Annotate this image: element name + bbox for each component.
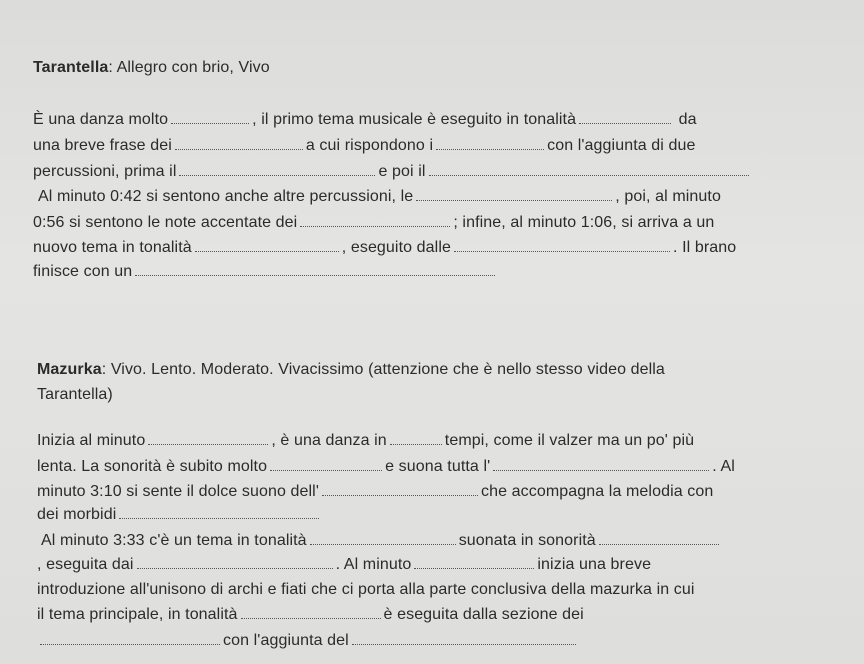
text-line [33,162,752,182]
text-fragment: e suona tutta l' [385,458,491,475]
fill-blank[interactable] [416,188,612,201]
fill-blank[interactable] [40,632,220,645]
text-line [37,505,322,525]
text-fragment: , è una danza in [271,432,387,449]
text-fragment: 0:56 si sentono le note accentate dei [33,214,298,231]
text-line [41,531,722,551]
title-tarantella-bold: Tarantella [33,59,109,76]
text-fragment: introduzione all'unisono di archi e fiati che ci porta alla parte conclusiva della mazurka in cui [37,581,695,598]
fill-blank[interactable] [175,137,303,150]
fill-blank[interactable] [322,483,478,496]
text-line [37,605,584,625]
fill-blank[interactable] [390,432,442,445]
text-fragment: dei morbidi [37,506,117,523]
fill-blank[interactable] [352,632,576,645]
text-line [33,213,714,233]
text-fragment: , poi, al minuto [615,188,721,205]
fill-blank[interactable] [436,137,544,150]
fill-blank[interactable] [599,532,719,545]
fill-blank[interactable] [148,432,268,445]
text-line [37,580,695,600]
fill-blank[interactable] [300,214,450,227]
text-fragment: ; infine, al minuto 1:06, si arriva a un [453,214,715,231]
text-fragment: con l'aggiunta di due [547,137,696,154]
text-line [33,136,696,156]
fill-blank[interactable] [579,111,671,124]
text-fragment: , eseguito dalle [341,239,451,256]
text-fragment: con l'aggiunta del [223,632,349,649]
text-line [37,457,735,477]
text-fragment: una breve frase dei [33,137,172,154]
text-line [37,482,713,502]
text-fragment: finisce con un [33,263,133,280]
fill-blank[interactable] [241,606,381,619]
text-fragment: Al minuto 0:42 si sentono anche altre percussioni, le [38,188,414,205]
text-fragment: , eseguita dai [37,556,134,573]
fill-blank[interactable] [135,263,495,276]
text-line [33,238,736,258]
text-fragment: nuovo tema in tonalità [33,239,192,256]
title-mazurka-rest: : Vivo. Lento. Moderato. Vivacissimo (attenzione che è nello stesso video della [101,361,665,378]
text-fragment: . Al minuto [335,556,412,573]
fill-blank[interactable] [454,239,670,252]
text-fragment: È una danza molto [33,111,169,128]
text-fragment: suonata in sonorità [458,532,596,549]
text-fragment: minuto 3:10 si sente il dolce suono dell' [37,483,319,500]
section-title-tarantella [33,58,270,78]
fill-blank[interactable] [137,556,333,569]
fill-blank[interactable] [414,556,534,569]
text-fragment: Inizia al minuto [37,432,146,449]
fill-blank[interactable] [119,506,319,519]
fill-blank[interactable] [310,532,456,545]
text-line [38,187,721,207]
section-title-mazurka-line2: Tarantella) [37,386,113,403]
text-line [33,110,697,130]
text-fragment: è eseguita dalla sezione dei [383,606,584,623]
text-line [37,631,579,651]
text-fragment: percussioni, prima il [33,163,177,180]
text-fragment: . Il brano [672,239,737,256]
text-line [37,431,694,451]
text-fragment: e poi il [378,163,426,180]
text-fragment: . Al [712,458,735,475]
title-mazurka-bold: Mazurka [37,361,102,378]
text-fragment: Al minuto 3:33 c'è un tema in tonalità [41,532,307,549]
text-fragment: , il primo tema musicale è eseguito in tonalità [252,111,577,128]
text-fragment: a cui rispondono i [305,137,434,154]
section-title-mazurka [37,360,665,380]
title-tarantella-rest: : Allegro con brio, Vivo [108,59,270,76]
fill-blank[interactable] [179,163,375,176]
text-fragment: tempi, come il valzer ma un po' più [444,432,695,449]
fill-blank[interactable] [195,239,339,252]
text-fragment: lenta. La sonorità è subito molto [37,458,268,475]
text-fragment: che accompagna la melodia con [481,483,714,500]
text-fragment: da [678,111,697,128]
fill-blank[interactable] [429,163,749,176]
fill-blank[interactable] [493,458,709,471]
fill-blank[interactable] [171,111,249,124]
text-fragment: il tema principale, in tonalità [37,606,238,623]
fill-blank[interactable] [270,458,382,471]
text-line [33,262,498,282]
text-line [37,555,651,575]
text-fragment: inizia una breve [537,556,652,573]
